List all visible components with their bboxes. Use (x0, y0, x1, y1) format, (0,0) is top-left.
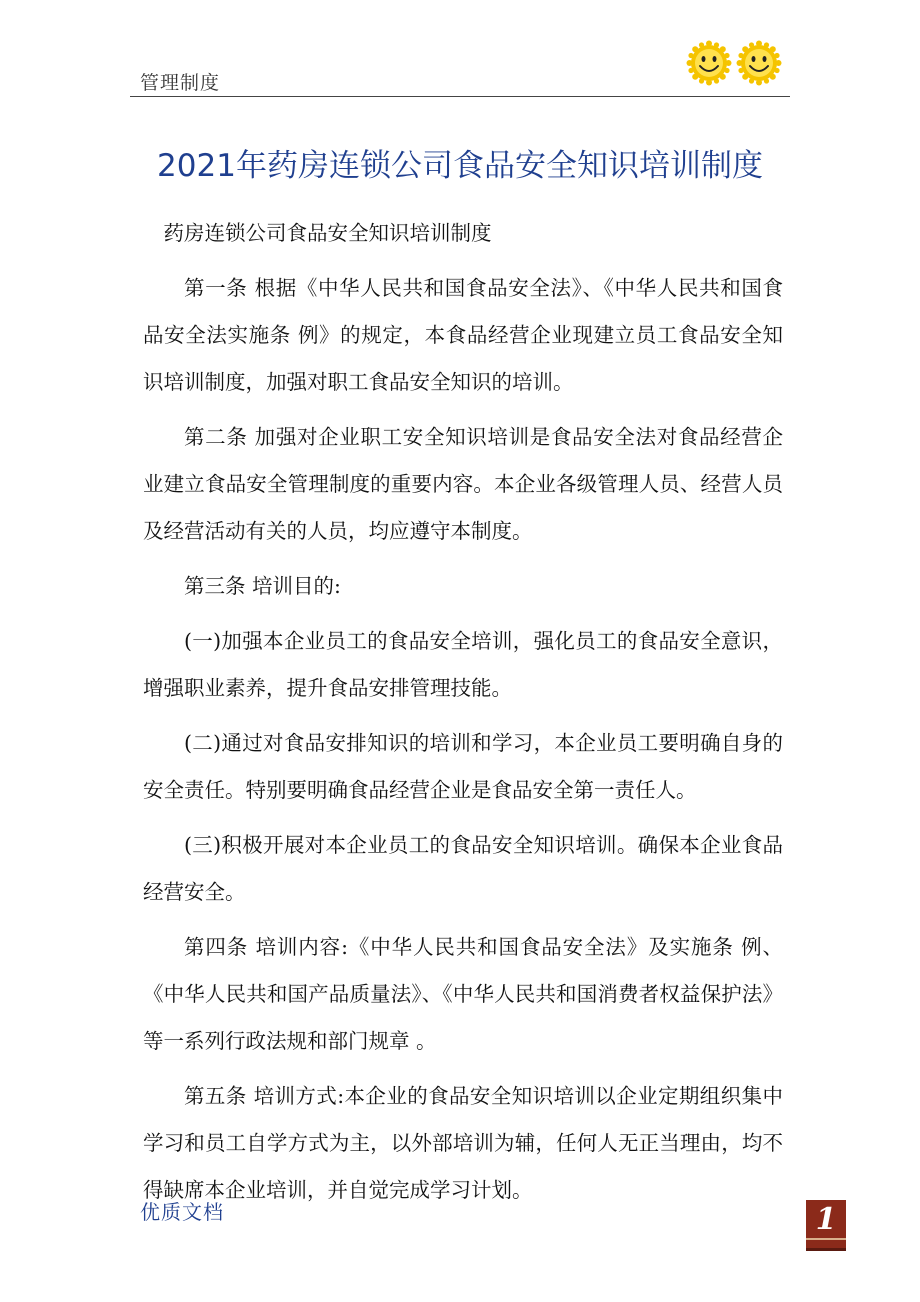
body-paragraph: (二)通过对食品安排知识的培训和学习，本企业员工要明确自身的安全责任。特别要明确食品经营企业是食品安全第一责任人。 (143, 731, 783, 802)
smiley-sun-icon (686, 40, 732, 86)
document-title: 2021年药房连锁公司食品安全知识培训制度 (157, 148, 763, 184)
document-body (143, 210, 783, 1214)
body-paragraph: 第二条 加强对企业职工安全知识培训是食品安全法对食品经营企业建立食品安全管理制度的重要内容。本企业各级管理人员、经营人员及经营活动有关的人员，均应遵守本制度。 (143, 425, 783, 543)
body-paragraph: 第五条 培训方式:本企业的食品安全知识培训以企业定期组织集中学习和员工自学方式为主，以外部培训为辅，任何人无正当理由，均不得缺席本企业培训，并自觉完成学习计划。 (143, 1084, 783, 1202)
smiley-sun-icon (736, 40, 782, 86)
body-paragraph: (三)积极开展对本企业员工的食品安全知识培训。确保本企业食品经营安全。 (143, 833, 783, 904)
body-paragraph: 药房连锁公司食品安全知识培训制度 (163, 221, 492, 245)
page-header (130, 0, 790, 98)
page-number-badge (806, 1200, 846, 1251)
header-divider (130, 96, 790, 97)
page-number: 1 (815, 1202, 837, 1237)
header-label: 管理制度 (140, 72, 221, 94)
badge-underline (806, 1238, 846, 1240)
body-paragraph: (一)加强本企业员工的食品安全培训，强化员工的食品安全意识，增强职业素养，提升食品安排管理技能。 (143, 629, 783, 700)
footer-label: 优质文档 (140, 1200, 224, 1224)
body-paragraph: 第一条 根据《中华人民共和国食品安全法》、《中华人民共和国食品安全法实施条 例》的规定，本食品经营企业现建立员工食品安全知识培训制度，加强对职工食品安全知识的培训。 (143, 276, 783, 394)
body-paragraph: 第三条 培训目的: (184, 574, 341, 598)
body-paragraph: 第四条 培训内容:《中华人民共和国食品安全法》及实施条 例、《中华人民共和国产品质量法》、《中华人民共和国消费者权益保护法》等一系列行政法规和部门规章 。 (143, 935, 783, 1053)
